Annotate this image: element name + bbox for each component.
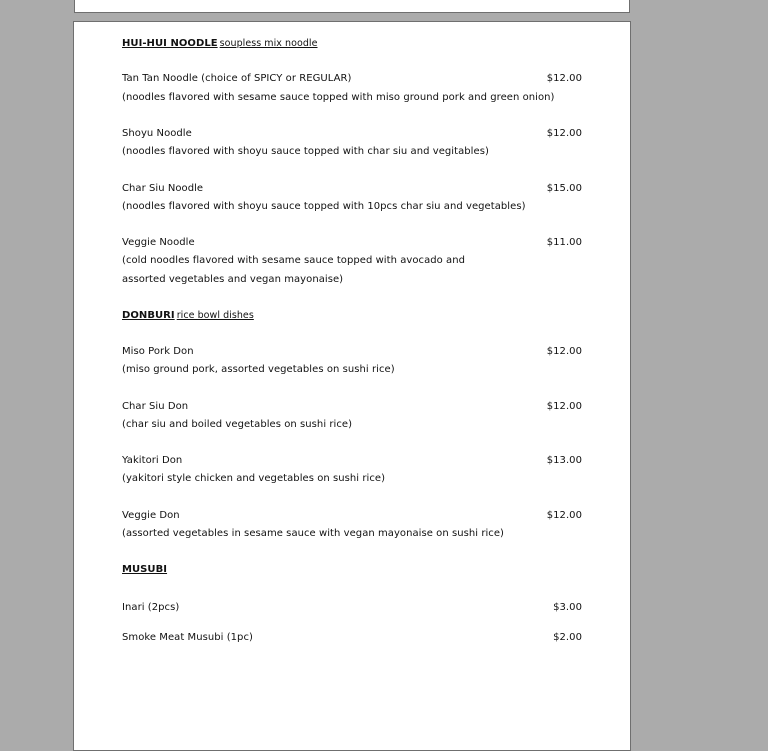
item-name: Char Siu Noodle [122, 183, 204, 194]
item-price: $13.00 [546, 455, 582, 466]
item-description: (assorted vegetables in sesame sauce with vegan mayonaise on sushi rice) [122, 528, 505, 539]
item-description: (char siu and boiled vegetables on sushi rice) [122, 419, 353, 430]
item-price: $12.00 [546, 510, 582, 521]
item-name: Char Siu Don [122, 401, 189, 412]
previous-page [74, 0, 630, 13]
item-name: Veggie Don [122, 510, 180, 521]
item-description: (noodles flavored with shoyu sauce topped with char siu and vegitables) [122, 146, 489, 157]
item-name: Yakitori Don [122, 455, 183, 466]
item-description: assorted vegetables and vegan mayonaise) [122, 274, 344, 285]
item-name: Tan Tan Noodle (choice of SPICY or REGULAR) [122, 73, 352, 84]
item-price: $2.00 [553, 632, 582, 643]
item-price: $12.00 [546, 73, 582, 84]
item-price: $3.00 [553, 602, 582, 613]
item-price: $12.00 [546, 128, 582, 139]
section-title: HUI-HUI NOODLE [122, 38, 218, 49]
section-heading-donburi [122, 310, 254, 321]
item-name: Shoyu Noodle [122, 128, 192, 139]
item-description: (cold noodles flavored with sesame sauce topped with avocado and [122, 255, 466, 266]
section-subtitle: rice bowl dishes [176, 310, 254, 321]
item-name: Miso Pork Don [122, 346, 194, 357]
item-price: $12.00 [546, 346, 582, 357]
item-description: (noodles flavored with shoyu sauce topped with 10pcs char siu and vegetables) [122, 201, 526, 212]
item-price: $12.00 [546, 401, 582, 412]
item-price: $15.00 [546, 183, 582, 194]
item-description: (noodles flavored with sesame sauce topped with miso ground pork and green onion) [122, 92, 555, 103]
section-subtitle: soupless mix noodle [219, 38, 318, 49]
item-name: Veggie Noodle [122, 237, 195, 248]
section-title: DONBURI [122, 310, 175, 321]
section-title: MUSUBI [122, 564, 168, 575]
item-name: Inari (2pcs) [122, 602, 180, 613]
item-description: (yakitori style chicken and vegetables on sushi rice) [122, 473, 386, 484]
item-name: Smoke Meat Musubi (1pc) [122, 632, 253, 643]
section-heading-hui-hui-noodle [122, 38, 318, 49]
item-description: (miso ground pork, assorted vegetables on sushi rice) [122, 364, 395, 375]
item-price: $11.00 [546, 237, 582, 248]
document-page [73, 21, 631, 751]
section-heading-musubi [122, 564, 167, 575]
